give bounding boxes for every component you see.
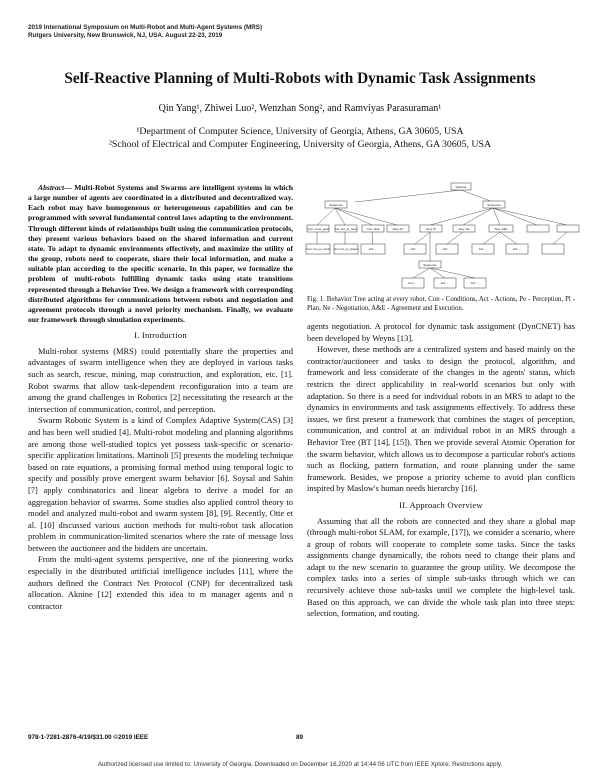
conference-name: 2019 International Symposium on Multi-Robot and Multi-Agent Systems (MRS) [28, 24, 263, 31]
right-paragraph-2: However, these methods are a centralized system and based mainly on the contractor/auctioneer and tasks to design the protocol, algorithm, and framework and less considerate of the changes in the agents' status, which restricts the direct applicability in real-world scenarios but only with adaptation. So there is a need for individual robots in an MRS to adapt to the dynamics in environments and task assignments effectively. To address these issues, we first present a framework that combines the stages of perception, communication, and control at an individual robot in an MRS through a Behavior Tree (BT [14], [15]). Then we provide several Atomic Operation for the swarm behavior, which allows us to decompose a particular robot's actions such as flocking, pattern formation, and route planning under the same framework. Besides, we propose a priority scheme to avoid plan conflicts inspired by Maslow's human needs hierarchy [16]. [307, 344, 575, 494]
page-number: 89 [296, 734, 304, 741]
abstract [28, 183, 293, 325]
intro-paragraph-3: From the multi-agent systems perspective, one of the pioneering works especially in the distributed artificial intelligence includes [11], where the authors defined the Contract Net Protocol (CNP) for decentralized task allocation. Aknine [12] extended this idea to m manager agents and n contractor [28, 554, 293, 611]
bt-label-l2g: Seq: A&E [494, 227, 508, 231]
bt-label-l3a: Con: Go_to_Goal [306, 247, 330, 251]
bt-node-l3h [542, 244, 564, 254]
right-paragraph-1: agents negotiation. A protocol for dynamic task assignment (DynCNET) has been developed by Weyns [13]. [307, 321, 575, 343]
bt-label-l1b: Sequence [487, 203, 501, 207]
bt-label-l1a: Sequence [329, 203, 343, 207]
bt-label-l2c: Con: task [366, 227, 380, 231]
bt-label-l3c: Act: ... [368, 247, 378, 251]
approach-paragraph-1: Assuming that all the robots are connected and they share a global map (through multi-robot SLAM, for example, [17]), we consider a scenario, where a group of robots will cooperate to complete some tasks. Since the tasks assignments change dynamically, the robots need to change their plans and adapt to the new scenario to guarantee the group utility. We decompose the complex tasks into a series of simple sub-tasks through which we can recursively achieve those sub-tasks until we complete the high-level task. Based on this approach, we can divide the whole task plan into three steps: selection, formation, and routing. [307, 515, 575, 619]
section-heading-introduction: I. Introduction [134, 330, 187, 341]
bt-label-l5b: Act: ... [440, 281, 450, 285]
bt-label-l5a: Con: ... [408, 281, 418, 285]
bt-label-l2b: Act: Go_to_Next [334, 227, 358, 231]
bt-label-l2a: Con: meet_goal [307, 227, 329, 231]
intro-paragraph-2: Swarm Robotic System is a kind of Complex Adaptive System(CAS) [3] and has been well studied [4]. Multi-robot modeling and planning algorithms are among those well-studied topics yet possess task-specific or scenario-specific application limitations. Martinoli [5] presents the modeling technique based on rate equations, a promising formal method using temporal logic to specify and possibly prove emergent swarm behavior [6]. Soysal and Sahin [7] apply combinatorics and linear algebra to derive a model for an aggregation behavior of swarms. Some studies also applied control theory to model and analyzed multi-robot and swarm system [8], [9]. Recently, Otte et al. [10] discussed various auction methods for multi-robot task allocation problem in communication-limited scenarios where the rate of message loss between the auctioneer and the bidders are uncertain. [28, 415, 293, 553]
bt-label-l4a: Sequence [423, 263, 437, 267]
bt-node-l2i [557, 225, 579, 232]
abstract-label: Abstract [38, 183, 65, 192]
license-notice: Authorized licensed use limited to: University of Georgia. Downloaded on December 16,2020 at 14:44:06 UTC from IEEE Xplore. Restrictions apply. [97, 761, 503, 768]
bt-label-l3d: Act: ... [410, 247, 420, 251]
behavior-tree-figure [305, 180, 585, 290]
bt-label-l2f: Seq: Ne [458, 227, 470, 231]
paper-title: Self-Reactive Planning of Multi-Robots with Dynamic Task Assignments [64, 70, 536, 87]
bt-label-l2e: Seq: Pl [426, 227, 436, 231]
bt-label-l3e: Act: ... [442, 247, 452, 251]
section-heading-approach: II. Approach Overview [399, 499, 483, 510]
bt-label-l5c: Act: ... [470, 281, 480, 285]
abstract-text: — Multi-Robot Systems and Swarms are intelligent systems in which a large number of agents are coordinated in a distributed and decentralized way. Each robot may have homogeneous or heterogeneous capabilities and can be programmed with several fundamental control laws adapting to the environment. Through different kinds of relationships built using the communication protocols, they present various behaviors based on the shared information and current state. To adapt to dynamic environments effectively, and maximize the utility of the group, robots need to cooperate, share their local information, and make a suitable plan according to the specific scenario. In this paper, we formalize the problem of multi-robots fulfilling dynamic tasks using state transitions represented through a Behavior Tree. We design a framework with corresponding distributed algorithms for communications between robots and negotiation and agreement protocols through a novel priority mechanism. Finally, we evaluate our framework through simulation experiments. [28, 183, 293, 325]
right-column [307, 321, 575, 620]
conference-location: Rutgers University, New Brunswick, NJ, USA. August 22-23, 2019 [28, 32, 223, 39]
bt-label-l3g: Act: ... [512, 247, 522, 251]
conference-header [28, 24, 262, 40]
author-list: Qin Yang¹, Zhiwei Luo², Wenzhan Song², and Ramviyas Parasuraman¹ [158, 103, 442, 114]
bt-label-l3f: Act: ... [478, 247, 488, 251]
isbn-footer: 978-1-7281-2876-4/19/$31.00 ©2019 IEEE [28, 734, 149, 741]
affiliation-2: ²School of Electrical and Computer Engineering, University of Georgia, Athens, GA 30605, USA [108, 139, 492, 150]
bt-label-root: Selector [455, 185, 467, 189]
figure-caption: Fig. 1. Behavior Tree acting at every robot. Con - Conditions, Act - Actions, Pe - Perception, Pl - Plan, Ne - Negotiation, A&E - Agreement and Execution. [307, 296, 575, 312]
intro-paragraph-1: Multi-robot systems (MRS) could potentially share the properties and advantages of swarm intelligence when they are deployed in various tasks such as search, rescue, mining, map construction, and exploration, etc. [1]. Robot swarms that allow task-dependent reconfiguration into a team are among the grand challenges in Robotics [2] necessitating the research at the intersection of communication, control, and perception. [28, 345, 293, 414]
affiliation-1: ¹Department of Computer Science, University of Georgia, Athens, GA 30605, USA [136, 126, 464, 137]
left-column [28, 183, 293, 612]
bt-label-l2d: Seq: Pe [392, 227, 404, 231]
bt-label-l3b: Act: Go_to_target [334, 247, 358, 251]
bt-node-l2h [527, 225, 549, 232]
